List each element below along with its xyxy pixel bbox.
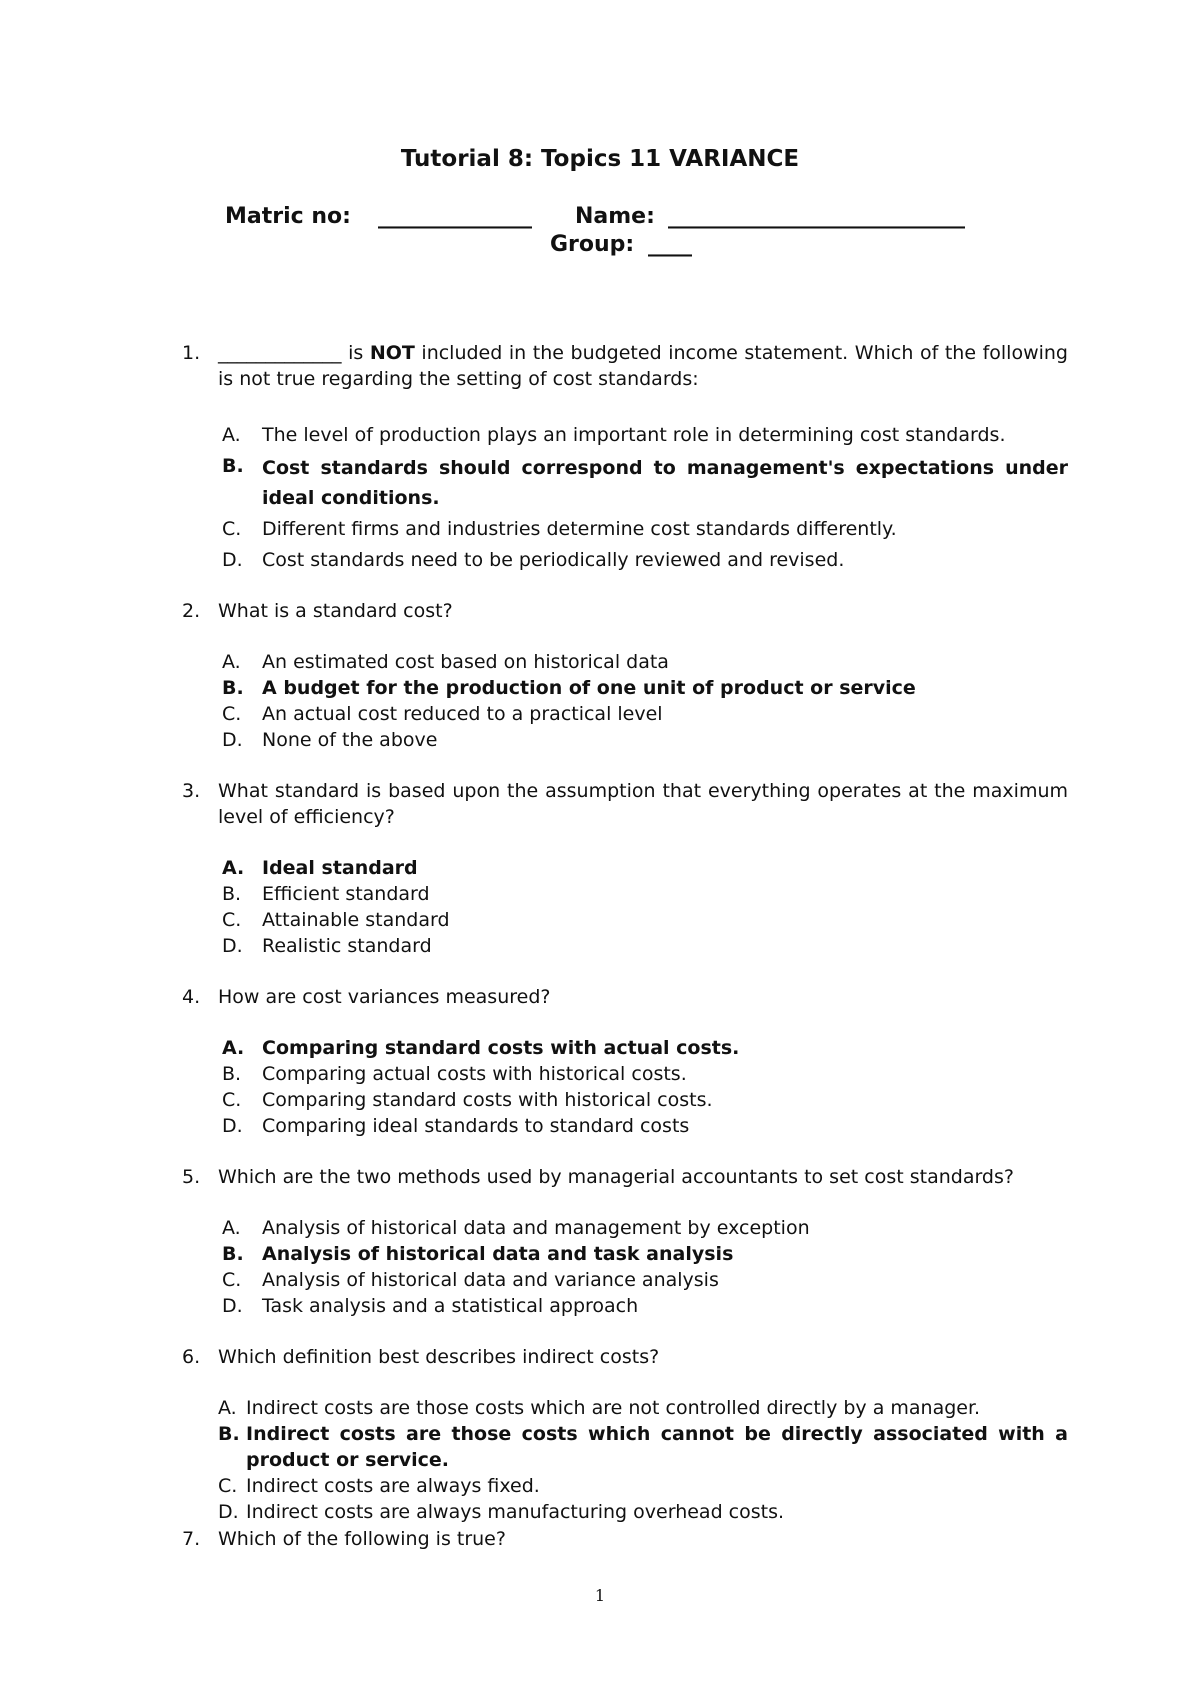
option-text: The level of production plays an important role in determining cost standards.	[262, 424, 1006, 446]
option-text: Indirect costs are always fixed.	[246, 1475, 540, 1497]
option-letter: D.	[218, 1501, 239, 1523]
page-number: 1	[594, 1586, 606, 1605]
option-letter: C.	[222, 518, 242, 540]
stem-emphasis: NOT	[369, 342, 415, 364]
question-stem: What standard is based upon the assumption that everything operates at the maximum level of efficiency?	[218, 780, 1068, 828]
option-letter: A.	[222, 424, 241, 446]
option-letter: B.	[222, 883, 242, 905]
option-text: Analysis of historical data and management by exception	[262, 1217, 810, 1239]
option-letter: D.	[222, 729, 243, 751]
question-stem: Which definition best describes indirect costs?	[218, 1346, 660, 1368]
matric-blank: ______________	[378, 204, 532, 229]
question-number: 7.	[182, 1528, 201, 1550]
option-text: Analysis of historical data and variance analysis	[262, 1269, 719, 1291]
option-text: An actual cost reduced to a practical level	[262, 703, 663, 725]
option-letter: C.	[222, 909, 242, 931]
option-text: Analysis of historical data and task analysis	[262, 1243, 734, 1265]
option-letter: C.	[222, 1269, 242, 1291]
option-letter: A.	[222, 651, 241, 673]
name-label: Name:	[575, 204, 655, 229]
option-text: None of the above	[262, 729, 438, 751]
stem-text: included in the budgeted income statement. Which of the following is not true regarding the setting of cost standards:	[218, 342, 1068, 390]
option-letter: B.	[222, 455, 244, 477]
option-text: Indirect costs are always manufacturing overhead costs.	[246, 1501, 785, 1523]
option-text: Comparing standard costs with actual costs.	[262, 1037, 740, 1059]
group-blank: ____	[648, 232, 692, 257]
option-letter: A.	[222, 857, 245, 879]
option-letter: C.	[222, 1089, 242, 1111]
option-text: Comparing actual costs with historical costs.	[262, 1063, 687, 1085]
question-number: 2.	[182, 600, 201, 622]
option-letter: D.	[222, 549, 243, 571]
option-letter: D.	[222, 1295, 243, 1317]
group-label: Group:	[550, 232, 635, 257]
option-text: Ideal standard	[262, 857, 418, 879]
matric-label: Matric no:	[225, 204, 351, 229]
question-number: 3.	[182, 780, 201, 802]
question-number: 5.	[182, 1166, 201, 1188]
option-text: Task analysis and a statistical approach	[262, 1295, 639, 1317]
option-text: Cost standards need to be periodically reviewed and revised.	[262, 549, 845, 571]
option-letter: C.	[222, 703, 242, 725]
option-letter: B.	[222, 1243, 244, 1265]
question-stem: What is a standard cost?	[218, 600, 453, 622]
question-stem: How are cost variances measured?	[218, 986, 551, 1008]
option-text: Indirect costs are those costs which are not controlled directly by a manager.	[246, 1397, 981, 1419]
question-number: 6.	[182, 1346, 201, 1368]
option-text: An estimated cost based on historical data	[262, 651, 669, 673]
answer-blank: _____________	[218, 342, 342, 364]
option-letter: A.	[222, 1037, 245, 1059]
option-letter: D.	[222, 1115, 243, 1137]
option-text: Cost standards should correspond to management's expectations under ideal conditions.	[262, 457, 1068, 509]
option-text: Comparing standard costs with historical costs.	[262, 1089, 713, 1111]
option-letter: B.	[222, 677, 244, 699]
option-letter: A.	[218, 1397, 237, 1419]
option-letter: D.	[222, 935, 243, 957]
option-text: A budget for the production of one unit of product or service	[262, 677, 916, 699]
option-letter: B.	[222, 1063, 242, 1085]
question-number: 1.	[182, 342, 201, 364]
option-text: Different firms and industries determine cost standards differently.	[262, 518, 897, 540]
question-stem	[218, 340, 1068, 392]
option-letter: C.	[218, 1475, 238, 1497]
name-blank: ___________________________	[668, 204, 965, 229]
option-text: Efficient standard	[262, 883, 430, 905]
option-text: Attainable standard	[262, 909, 450, 931]
stem-text: is	[341, 342, 370, 364]
option-text: Indirect costs are those costs which cannot be directly associated with a product or service.	[246, 1423, 1068, 1471]
question-number: 4.	[182, 986, 201, 1008]
option-letter: A.	[222, 1217, 241, 1239]
option-letter: B.	[218, 1423, 240, 1445]
question-stem: Which of the following is true?	[218, 1528, 506, 1550]
option-text: Comparing ideal standards to standard costs	[262, 1115, 690, 1137]
option-text: Realistic standard	[262, 935, 432, 957]
question-stem: Which are the two methods used by managerial accountants to set cost standards?	[218, 1166, 1014, 1188]
page-title: Tutorial 8: Topics 11 VARIANCE	[400, 146, 800, 172]
